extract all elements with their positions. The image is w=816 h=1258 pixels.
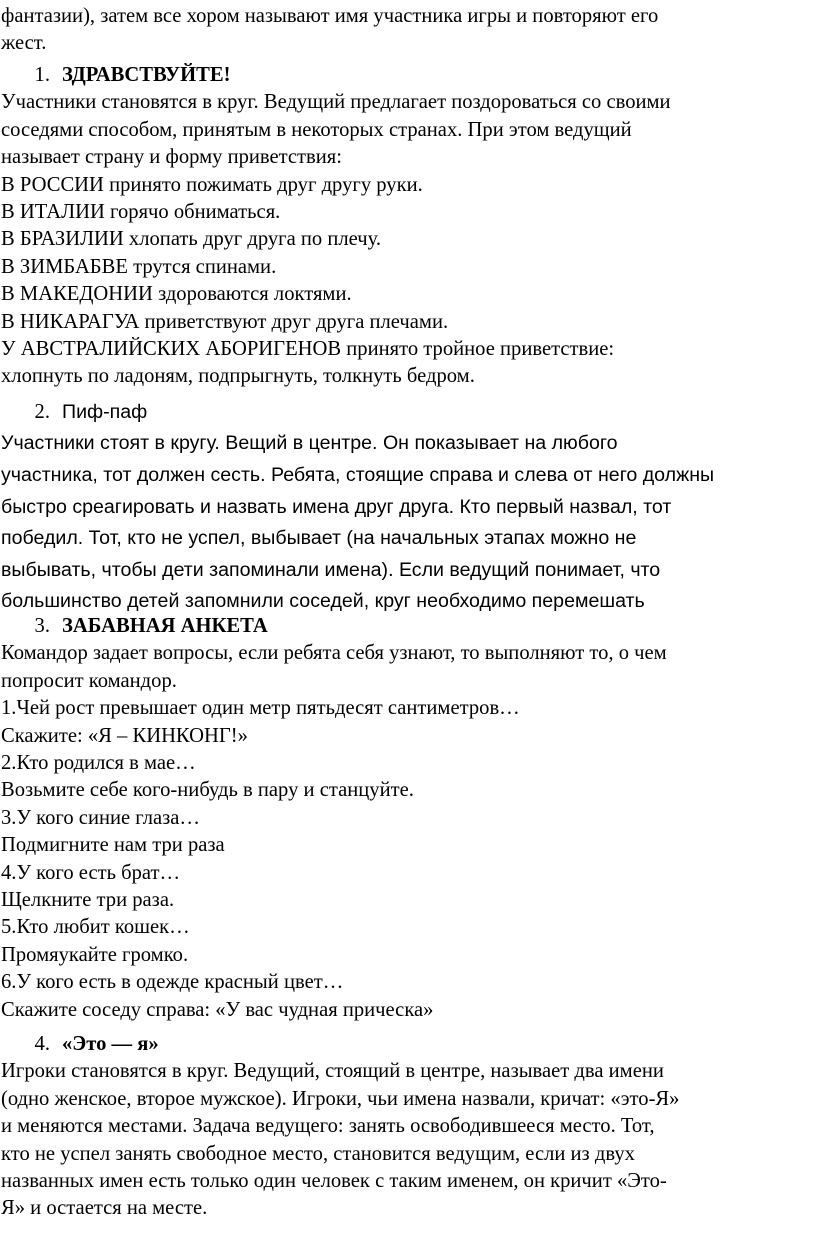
- text-line: 2.Кто родился в мае…: [1, 752, 196, 775]
- section-its-me: [0, 1031, 816, 1223]
- text-line: 6.У кого есть в одежде красный цвет…: [1, 971, 344, 994]
- section-title: «Это — я»: [62, 1033, 159, 1055]
- text-line: соседями способом, принятым в некоторых странах. При этом ведущий: [1, 118, 632, 141]
- text-line: Промяукайте громко.: [1, 943, 189, 966]
- text-line: попросит командор.: [1, 669, 177, 692]
- text-line: Подмигните нам три раза: [1, 834, 225, 857]
- text-line: и меняются местами. Задача ведущего: занять освободившееся место. Тот,: [1, 1115, 655, 1138]
- section-heading: [0, 399, 816, 426]
- section-heading: [0, 1031, 816, 1058]
- text-line: Скажите: «Я – КИНКОНГ!»: [1, 724, 248, 747]
- text-line: Я» и остается на месте.: [1, 1197, 208, 1220]
- text-line: Участники стоят в кругу. Вещий в центре. Он показывает на любого: [1, 432, 618, 455]
- section-title: ЗАБАВНАЯ АНКЕТА: [62, 615, 268, 637]
- text-line: Щелкните три раза.: [1, 889, 175, 912]
- intro-paragraph: [0, 3, 816, 58]
- text-line: фантазии), затем все хором называют имя участника игры и повторяют его: [1, 5, 659, 27]
- text-line: В БРАЗИЛИИ хлопать друг друга по плечу.: [1, 228, 382, 251]
- section-piff-paff: [0, 399, 816, 618]
- section-number: 2.: [34, 401, 50, 423]
- text-line: хлопнуть по ладоням, подпрыгнуть, толкнуть бедром.: [1, 365, 475, 388]
- section-heading: [0, 613, 816, 640]
- text-line: Участники становятся в круг. Ведущий предлагает поздороваться со своими: [1, 91, 671, 114]
- text-line: 5.Кто любит кошек…: [1, 916, 190, 939]
- section-funny-survey: [0, 613, 816, 1024]
- text-line: Игроки становятся в круг. Ведущий, стоящий в центре, называет два имени: [1, 1060, 664, 1083]
- text-line: называет страну и форму приветствия:: [1, 146, 342, 169]
- text-line: жест.: [1, 32, 47, 55]
- section-body: [0, 428, 816, 618]
- text-line: У АВСТРАЛИЙСКИХ АБОРИГЕНОВ принято тройное приветствие:: [1, 338, 615, 361]
- section-number: 4.: [34, 1033, 50, 1055]
- section-heading: [0, 62, 816, 89]
- text-line: победил. Тот, кто не успел, выбывает (на начальных этапах можно не: [1, 527, 637, 550]
- text-line: В НИКАРАГУА приветствуют друг друга плечами.: [1, 310, 449, 333]
- text-line: Командор задает вопросы, если ребята себя узнают, то выполняют то, о чем: [1, 642, 667, 665]
- section-number: 1.: [34, 64, 50, 86]
- text-line: названных имен есть только один человек с таким именем, он кричит «Это-: [1, 1170, 667, 1193]
- text-line: В ЗИМБАБВЕ трутся спинами.: [1, 255, 277, 278]
- text-line: участника, тот должен сесть. Ребята, стоящие справа и слева от него должны: [1, 464, 715, 486]
- section-title: Пиф-паф: [62, 401, 148, 423]
- text-line: В РОССИИ принято пожимать друг другу руки.: [1, 173, 423, 196]
- text-line: кто не успел занять свободное место, становится ведущим, если из двух: [1, 1142, 635, 1165]
- text-line: Возьмите себе кого-нибудь в пару и станцуйте.: [1, 779, 414, 802]
- text-line: 1.Чей рост превышает один метр пятьдесят сантиметров…: [1, 697, 520, 720]
- text-line: быстро среагировать и назвать имена друг друга. Кто первый назвал, тот: [1, 495, 672, 518]
- text-line: В ИТАЛИИ горячо обниматься.: [1, 201, 281, 224]
- text-line: (одно женское, второе мужское). Игроки, чьи имена назвали, кричат: «это-Я»: [1, 1087, 680, 1110]
- text-line: Скажите соседу справа: «У вас чудная прическа»: [1, 998, 434, 1021]
- section-greetings: [0, 62, 816, 391]
- text-line: выбывать, чтобы дети запоминали имена). Если ведущий понимает, что: [1, 558, 661, 581]
- section-title: ЗДРАВСТВУЙТЕ!: [62, 64, 231, 86]
- section-number: 3.: [34, 615, 50, 637]
- text-line: большинство детей запомнили соседей, круг необходимо перемешать: [1, 590, 645, 613]
- text-line: 3.У кого синие глаза…: [1, 806, 200, 829]
- text-line: В МАКЕДОНИИ здороваются локтями.: [1, 283, 352, 306]
- text-line: 4.У кого есть брат…: [1, 861, 181, 884]
